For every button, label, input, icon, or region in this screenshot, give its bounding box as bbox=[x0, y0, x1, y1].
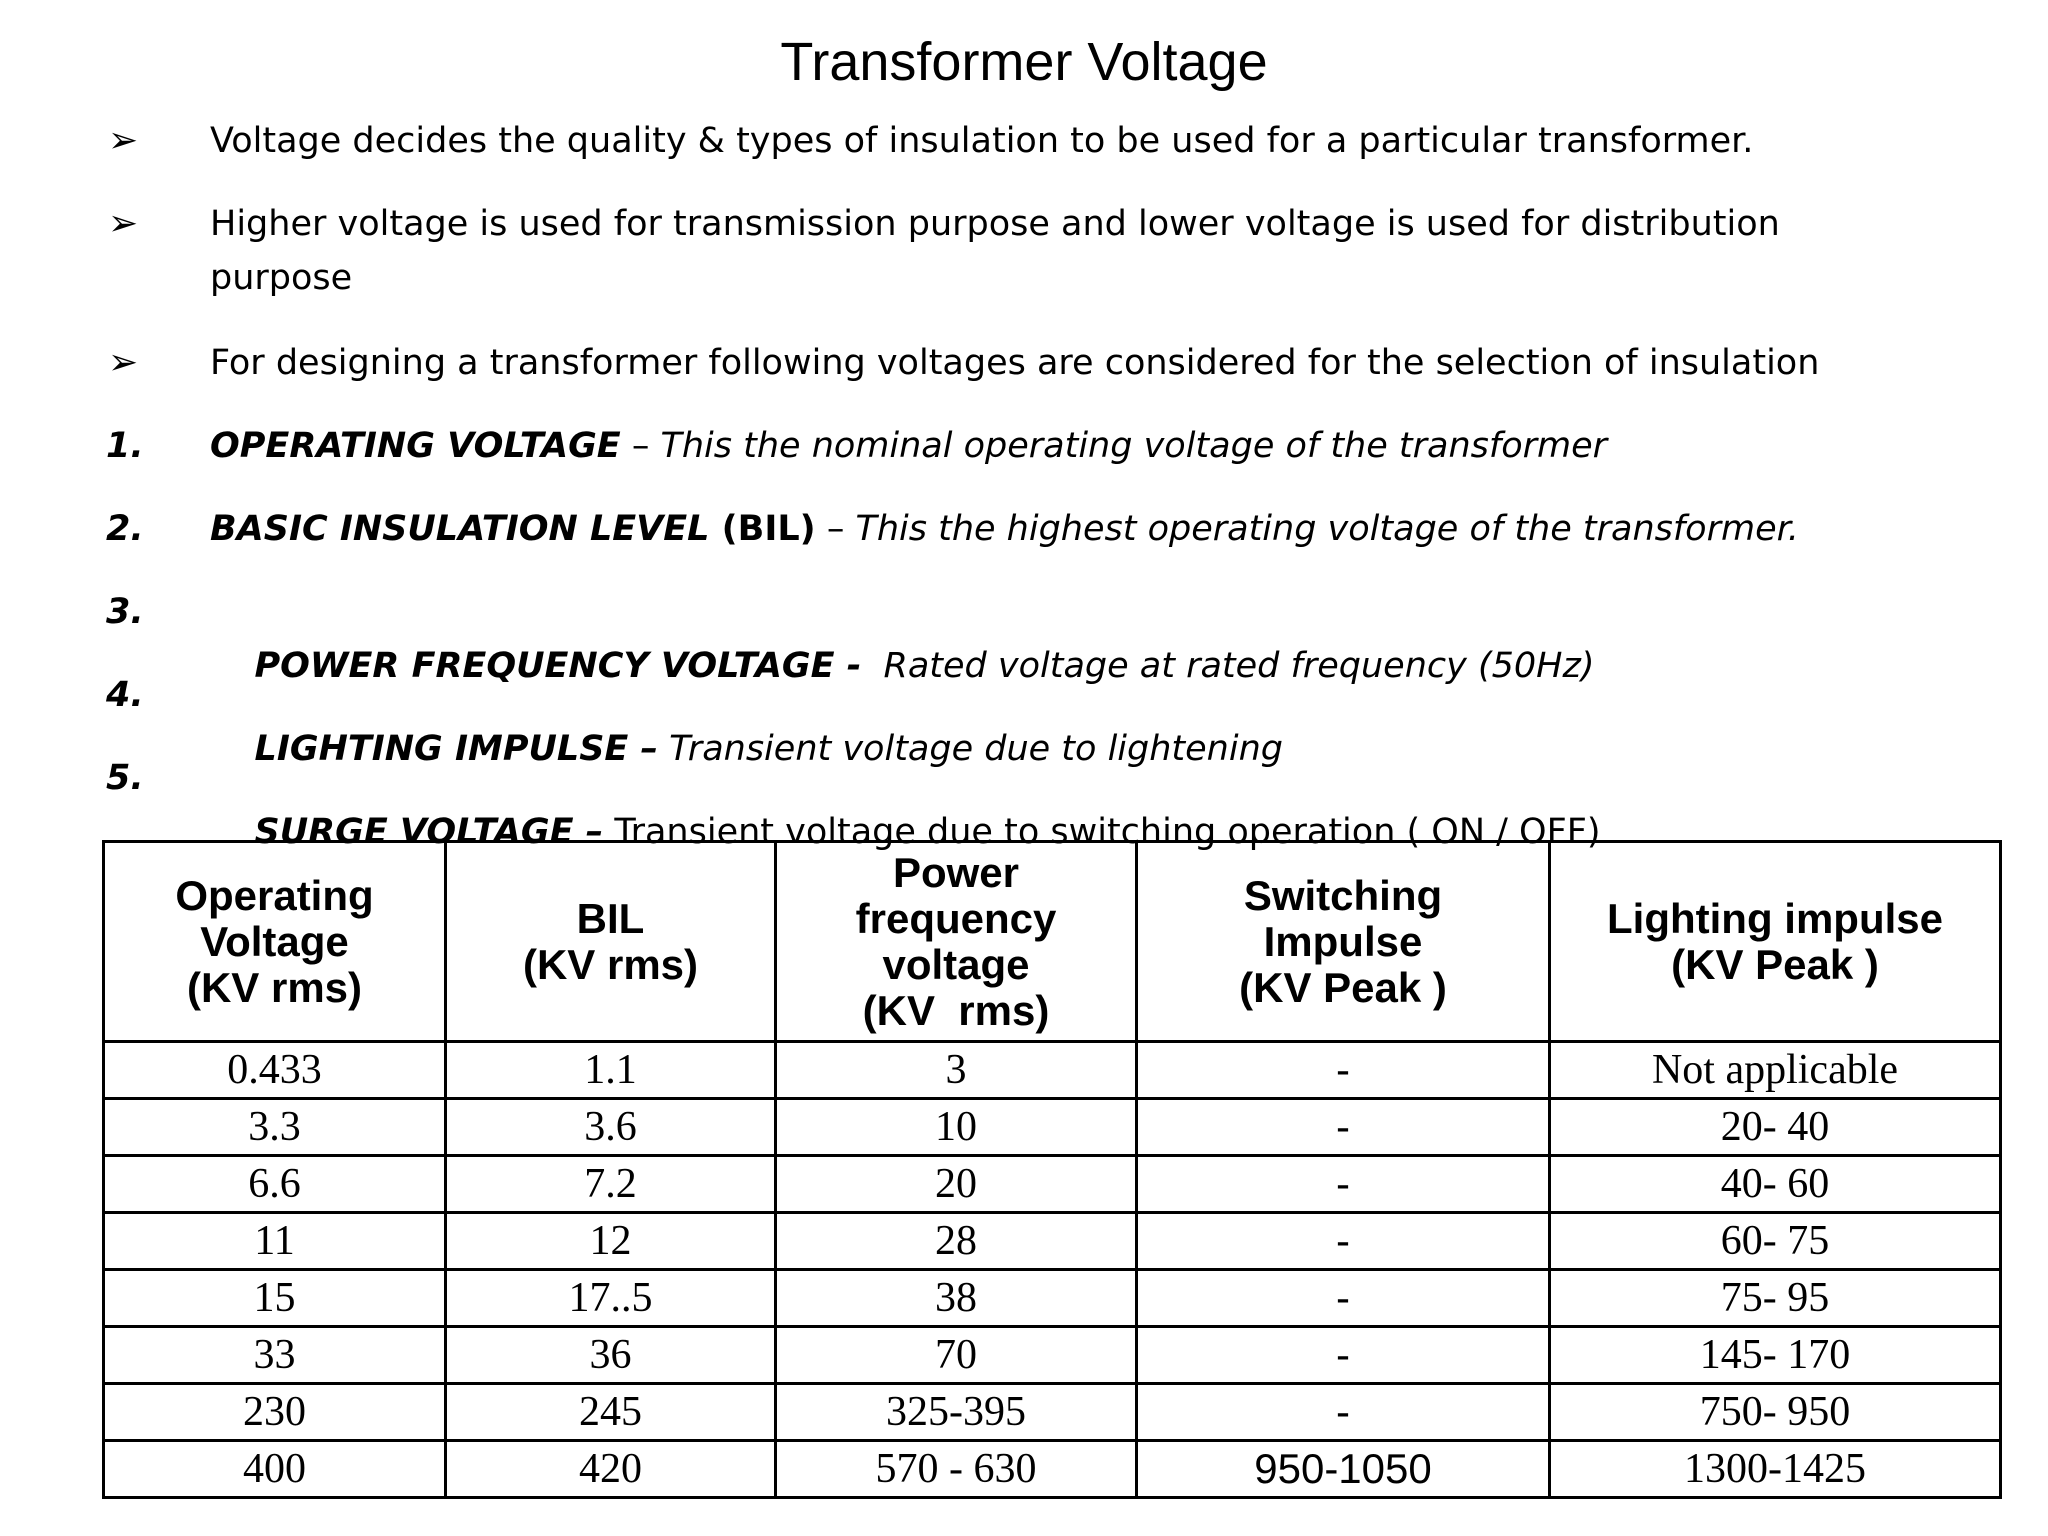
column-header-operating-voltage: Operating Voltage (KV rms) bbox=[104, 842, 446, 1042]
table-row bbox=[104, 1384, 2001, 1441]
table-cell: 6.6 bbox=[104, 1156, 446, 1213]
table-cell: 20 bbox=[776, 1156, 1137, 1213]
table-cell: 17..5 bbox=[446, 1270, 776, 1327]
table-cell: 245 bbox=[446, 1384, 776, 1441]
voltage-table bbox=[102, 840, 2002, 1499]
bullet-text: Voltage decides the quality & types of insulation to be used for a particular transformer. bbox=[210, 121, 1754, 161]
column-header-bil: BIL (KV rms) bbox=[446, 842, 776, 1042]
table-cell: 325-395 bbox=[776, 1384, 1137, 1441]
table-cell: 1.1 bbox=[446, 1042, 776, 1099]
table-cell: - bbox=[1137, 1099, 1550, 1156]
table-cell: 230 bbox=[104, 1384, 446, 1441]
table-row bbox=[104, 1156, 2001, 1213]
table-row bbox=[104, 1270, 2001, 1327]
table-cell: 38 bbox=[776, 1270, 1137, 1327]
table-row bbox=[104, 1327, 2001, 1384]
page-title: Transformer Voltage bbox=[780, 32, 1268, 92]
column-header-switching-impulse: Switching Impulse (KV Peak ) bbox=[1137, 842, 1550, 1042]
table-cell: - bbox=[1137, 1156, 1550, 1213]
item-number: 5. bbox=[106, 758, 144, 798]
table-cell: - bbox=[1137, 1327, 1550, 1384]
table-cell: 75- 95 bbox=[1550, 1270, 2001, 1327]
column-header-lighting-impulse: Lighting impulse (KV Peak ) bbox=[1550, 842, 2001, 1042]
item-separator: – bbox=[815, 509, 856, 549]
arrow-bullet-icon: ➢ bbox=[108, 203, 139, 244]
item-separator: – bbox=[620, 426, 661, 466]
item-description: Rated voltage at rated frequency (50Hz) bbox=[883, 646, 1595, 686]
item-number: 4. bbox=[106, 675, 144, 715]
table-cell: 420 bbox=[446, 1441, 776, 1498]
table-cell: 36 bbox=[446, 1327, 776, 1384]
item-term: SURGE VOLTAGE – bbox=[254, 812, 604, 852]
table-cell: - bbox=[1137, 1270, 1550, 1327]
item-number: 3. bbox=[106, 592, 144, 632]
table-cell: Not applicable bbox=[1550, 1042, 2001, 1099]
table-cell: - bbox=[1137, 1384, 1550, 1441]
item-number: 1. bbox=[106, 426, 144, 466]
arrow-bullet-icon: ➢ bbox=[108, 342, 139, 383]
column-header-power-frequency-voltage: Power frequency voltage (KV rms) bbox=[776, 842, 1137, 1042]
table-cell: 70 bbox=[776, 1327, 1137, 1384]
table-cell: 3.3 bbox=[104, 1099, 446, 1156]
item-term: OPERATING VOLTAGE bbox=[210, 426, 621, 466]
table-header-row bbox=[104, 842, 2001, 1042]
table-cell: 3 bbox=[776, 1042, 1137, 1099]
bullet-text: For designing a transformer following voltages are considered for the selection of insulation bbox=[210, 343, 1820, 383]
table-cell: 1300-1425 bbox=[1550, 1441, 2001, 1498]
table-cell: 40- 60 bbox=[1550, 1156, 2001, 1213]
item-number: 2. bbox=[106, 509, 144, 549]
item-description: This the highest operating voltage of the transformer. bbox=[855, 509, 1799, 549]
table-cell: 20- 40 bbox=[1550, 1099, 2001, 1156]
table-cell: 28 bbox=[776, 1213, 1137, 1270]
table-cell: 950-1050 bbox=[1137, 1441, 1550, 1498]
table-cell: 400 bbox=[104, 1441, 446, 1498]
item-term: POWER FREQUENCY VOLTAGE - bbox=[254, 646, 862, 686]
table-cell: 3.6 bbox=[446, 1099, 776, 1156]
item-description: Transient voltage due to lightening bbox=[669, 729, 1283, 769]
bullet-text: Higher voltage is used for transmission purpose and lower voltage is used for distribution purpose bbox=[210, 204, 1780, 298]
item-description: Transient voltage due to switching operation ( ON / OFF) bbox=[614, 812, 1601, 852]
table-row bbox=[104, 1042, 2001, 1099]
table-row bbox=[104, 1441, 2001, 1498]
table-cell: - bbox=[1137, 1213, 1550, 1270]
table-cell: 33 bbox=[104, 1327, 446, 1384]
table-cell: 145- 170 bbox=[1550, 1327, 2001, 1384]
table-cell: 0.433 bbox=[104, 1042, 446, 1099]
table-cell: 750- 950 bbox=[1550, 1384, 2001, 1441]
arrow-bullet-icon: ➢ bbox=[108, 120, 139, 161]
item-term: LIGHTING IMPULSE – bbox=[254, 729, 658, 769]
item-abbreviation: (BIL) bbox=[709, 509, 816, 549]
table-cell: 7.2 bbox=[446, 1156, 776, 1213]
table-cell: 570 - 630 bbox=[776, 1441, 1137, 1498]
table-row bbox=[104, 1213, 2001, 1270]
table-cell: 10 bbox=[776, 1099, 1137, 1156]
table-cell: 60- 75 bbox=[1550, 1213, 2001, 1270]
table-cell: 15 bbox=[104, 1270, 446, 1327]
table-cell: 12 bbox=[446, 1213, 776, 1270]
item-description: This the nominal operating voltage of the transformer bbox=[660, 426, 1608, 466]
table-cell: - bbox=[1137, 1042, 1550, 1099]
item-term: BASIC INSULATION LEVEL bbox=[210, 509, 710, 549]
table-row bbox=[104, 1099, 2001, 1156]
table-cell: 11 bbox=[104, 1213, 446, 1270]
